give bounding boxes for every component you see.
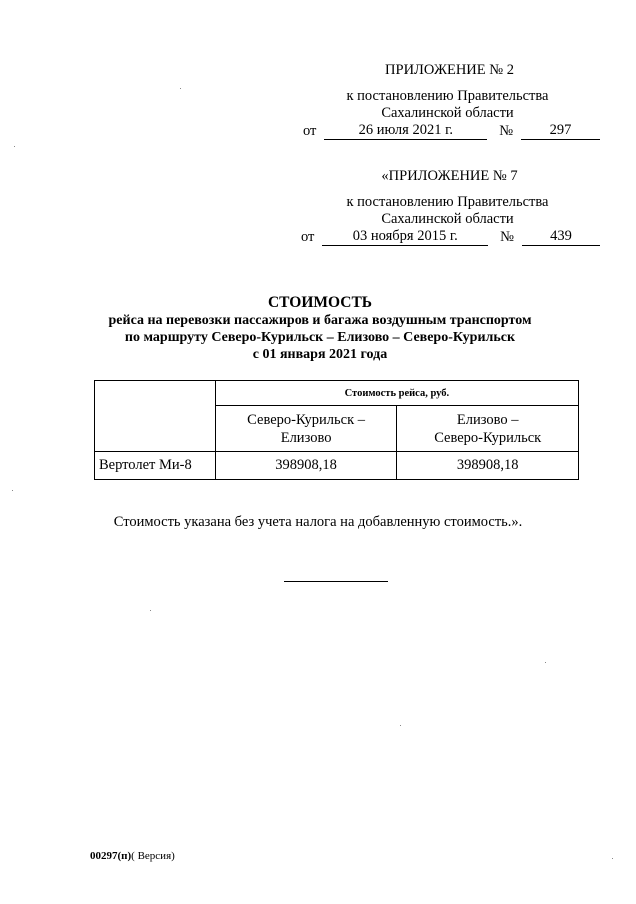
appendix-2-number: 297 [521,122,600,140]
table-corner-cell [95,381,216,452]
row-value-1: 398908,18 [215,452,397,480]
appendix-7-number: 439 [522,228,600,246]
scan-speck [180,88,181,89]
document-heading [60,293,580,363]
footer-code [90,850,175,862]
table-group-header: Стоимость рейса, руб. [215,381,578,406]
appendix-7-date-row [295,228,600,246]
table-row [95,452,579,480]
row-label: Вертолет Ми-8 [95,452,216,480]
appendix-7-line2: Сахалинской области [381,211,514,227]
number-label: № [499,123,514,139]
separator-line [284,581,388,582]
col1-line2: Елизово [280,429,332,446]
col2-line1: Елизово – [456,411,519,428]
appendix-2-line1: к постановлению Правительства [346,88,549,104]
appendix-2-date: 26 июля 2021 г. [324,122,487,140]
col2-line2: Северо-Курильск [434,429,542,446]
appendix-2-date-row [295,122,600,140]
heading-line2: по маршруту Северо-Курильск – Елизово – Северо-Курильск [124,330,516,345]
heading-title: СТОИМОСТЬ [267,294,373,311]
scan-speck [14,146,15,147]
heading-line3: с 01 января 2021 года [252,347,388,362]
document-version: ( Версия) [131,850,175,862]
appendix-2-header [295,62,600,140]
cost-table [94,380,579,480]
appendix-2-line2: Сахалинской области [381,105,514,121]
from-label: от [301,229,315,245]
appendix-7-title: «ПРИЛОЖЕНИЕ № 7 [381,168,518,184]
document-code: 00297(п) [90,850,132,862]
appendix-7-header [295,168,600,246]
scan-speck [12,490,13,491]
col1-line1: Северо-Курильск – [247,411,366,428]
vat-note: Стоимость указана без учета налога на добавленную стоимость.». [113,514,523,530]
table-col-header-2 [397,406,579,452]
heading-line1: рейса на перевозки пассажиров и багажа воздушным транспортом [108,313,532,328]
appendix-2-title: ПРИЛОЖЕНИЕ № 2 [385,62,514,78]
appendix-7-line1: к постановлению Правительства [346,194,549,210]
from-label: от [303,123,317,139]
scan-speck [150,610,151,611]
row-value-2: 398908,18 [397,452,579,480]
scan-speck [612,858,613,859]
table-col-header-1 [215,406,397,452]
scan-speck [400,725,401,726]
scan-speck [545,662,546,663]
appendix-7-date: 03 ноября 2015 г. [322,228,488,246]
number-label: № [500,229,514,245]
